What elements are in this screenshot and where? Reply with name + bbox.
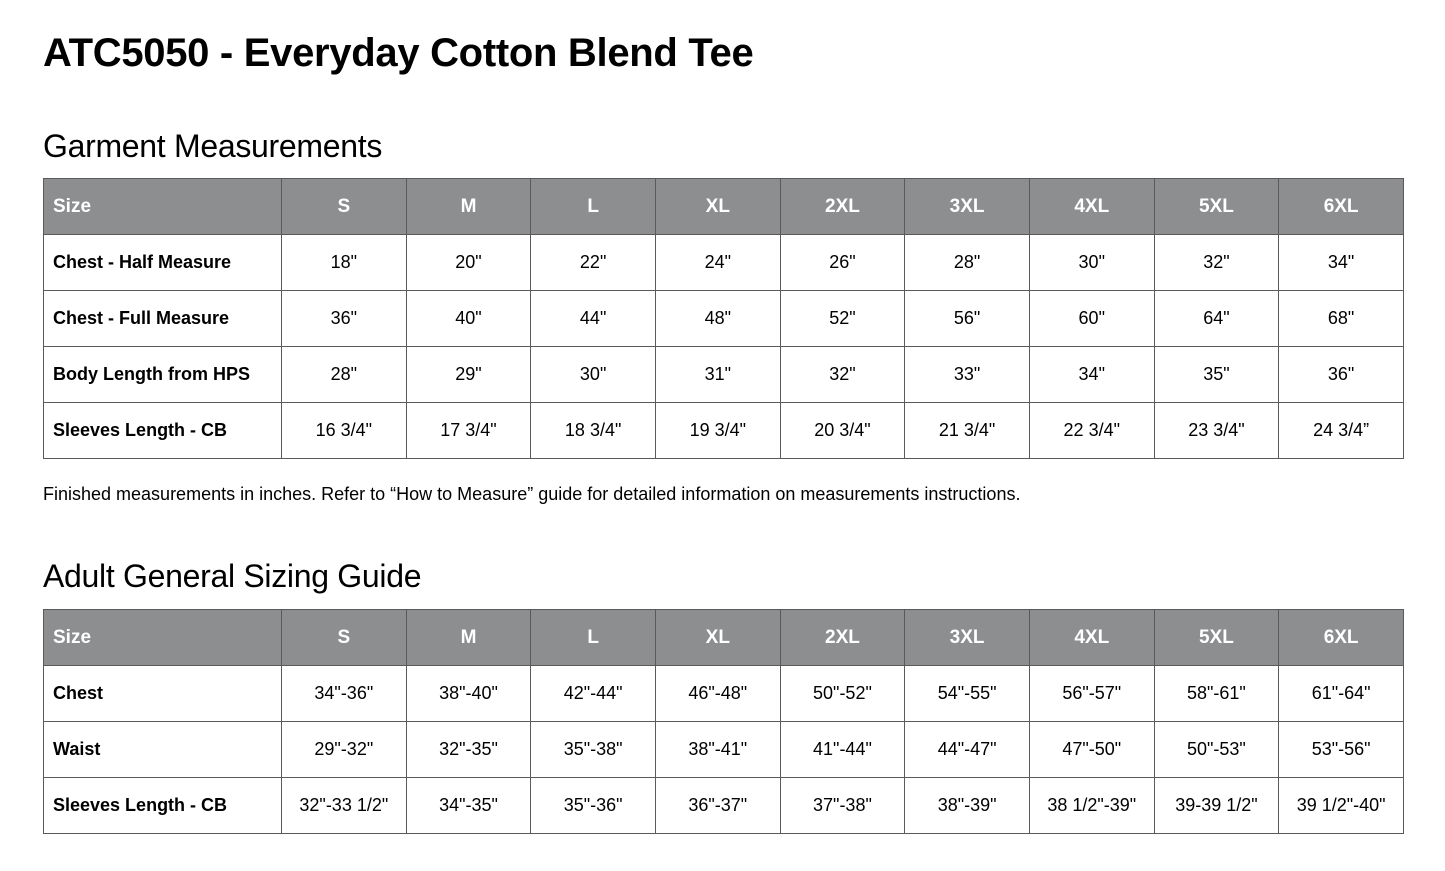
table-cell: 40" [406, 291, 531, 347]
size-header-3xl: 3XL [905, 610, 1030, 666]
table-cell: 39 1/2"-40" [1279, 778, 1404, 834]
size-header-xl: XL [655, 610, 780, 666]
size-header: Size [44, 610, 282, 666]
table-cell: 41"-44" [780, 722, 905, 778]
size-header-s: S [282, 179, 407, 235]
size-header-l: L [531, 179, 656, 235]
size-header-6xl: 6XL [1279, 610, 1404, 666]
table-cell: 38"-40" [406, 666, 531, 722]
table-cell: 34"-35" [406, 778, 531, 834]
sizing-guide-heading: Adult General Sizing Guide [43, 558, 422, 594]
table-cell: 34" [1279, 235, 1404, 291]
table-cell: 35"-38" [531, 722, 656, 778]
table-cell: 39-39 1/2" [1154, 778, 1279, 834]
table-cell: 50"-52" [780, 666, 905, 722]
table-header-row [44, 610, 1404, 666]
size-header-xl: XL [655, 179, 780, 235]
table-cell: 30" [531, 347, 656, 403]
table-cell: 61"-64" [1279, 666, 1404, 722]
size-header-6xl: 6XL [1279, 179, 1404, 235]
table-cell: 29" [406, 347, 531, 403]
size-header-m: M [406, 610, 531, 666]
table-cell: 54"-55" [905, 666, 1030, 722]
table-cell: 52" [780, 291, 905, 347]
table-cell: 38"-39" [905, 778, 1030, 834]
size-header-5xl: 5XL [1154, 179, 1279, 235]
row-label: Chest - Half Measure [44, 235, 282, 291]
size-header-m: M [406, 179, 531, 235]
table-cell: 32"-33 1/2" [282, 778, 407, 834]
table-cell: 17 3/4" [406, 403, 531, 459]
table-cell: 64" [1154, 291, 1279, 347]
size-header-l: L [531, 610, 656, 666]
table-row [44, 235, 1404, 291]
table-cell: 50"-53" [1154, 722, 1279, 778]
table-cell: 18 3/4" [531, 403, 656, 459]
table-cell: 29"-32" [282, 722, 407, 778]
table-cell: 16 3/4" [282, 403, 407, 459]
table-cell: 58"-61" [1154, 666, 1279, 722]
table-row [44, 347, 1404, 403]
row-label: Sleeves Length - CB [44, 778, 282, 834]
table-cell: 46"-48" [655, 666, 780, 722]
table-row [44, 666, 1404, 722]
table-cell: 53"-56" [1279, 722, 1404, 778]
row-label: Waist [44, 722, 282, 778]
table-cell: 42"-44" [531, 666, 656, 722]
table-cell: 28" [905, 235, 1030, 291]
measurements-note: Finished measurements in inches. Refer to “How to Measure” guide for detailed information on measurements instructions. [43, 484, 1021, 504]
table-cell: 31" [655, 347, 780, 403]
size-header-s: S [282, 610, 407, 666]
table-cell: 48" [655, 291, 780, 347]
size-header-4xl: 4XL [1029, 179, 1154, 235]
row-label: Body Length from HPS [44, 347, 282, 403]
table-cell: 36" [282, 291, 407, 347]
sizing-guide-table [43, 609, 1404, 834]
size-header-4xl: 4XL [1029, 610, 1154, 666]
table-cell: 19 3/4" [655, 403, 780, 459]
table-cell: 47"-50" [1029, 722, 1154, 778]
table-cell: 56"-57" [1029, 666, 1154, 722]
table-cell: 21 3/4" [905, 403, 1030, 459]
table-cell: 36"-37" [655, 778, 780, 834]
table-cell: 22 3/4" [1029, 403, 1154, 459]
size-header: Size [44, 179, 282, 235]
table-cell: 22" [531, 235, 656, 291]
row-label: Sleeves Length - CB [44, 403, 282, 459]
table-row [44, 778, 1404, 834]
table-cell: 24" [655, 235, 780, 291]
table-cell: 18" [282, 235, 407, 291]
table-cell: 20 3/4" [780, 403, 905, 459]
row-label: Chest - Full Measure [44, 291, 282, 347]
size-header-3xl: 3XL [905, 179, 1030, 235]
page-title: ATC5050 - Everyday Cotton Blend Tee [43, 31, 754, 75]
table-cell: 32"-35" [406, 722, 531, 778]
table-row [44, 291, 1404, 347]
table-cell: 44" [531, 291, 656, 347]
table-row [44, 403, 1404, 459]
table-cell: 32" [1154, 235, 1279, 291]
garment-measurements-heading: Garment Measurements [43, 128, 383, 164]
garment-measurements-table [43, 178, 1404, 459]
table-cell: 34" [1029, 347, 1154, 403]
table-cell: 34"-36" [282, 666, 407, 722]
table-cell: 28" [282, 347, 407, 403]
row-label: Chest [44, 666, 282, 722]
table-cell: 37"-38" [780, 778, 905, 834]
size-header-2xl: 2XL [780, 610, 905, 666]
table-cell: 35"-36" [531, 778, 656, 834]
size-header-5xl: 5XL [1154, 610, 1279, 666]
table-cell: 38"-41" [655, 722, 780, 778]
table-cell: 24 3/4” [1279, 403, 1404, 459]
table-cell: 32" [780, 347, 905, 403]
table-cell: 23 3/4" [1154, 403, 1279, 459]
table-cell: 20" [406, 235, 531, 291]
table-cell: 35" [1154, 347, 1279, 403]
table-cell: 56" [905, 291, 1030, 347]
table-cell: 68" [1279, 291, 1404, 347]
table-cell: 38 1/2"-39" [1029, 778, 1154, 834]
table-cell: 44"-47" [905, 722, 1030, 778]
table-header-row [44, 179, 1404, 235]
table-cell: 60" [1029, 291, 1154, 347]
table-cell: 30" [1029, 235, 1154, 291]
table-cell: 33" [905, 347, 1030, 403]
table-row [44, 722, 1404, 778]
table-cell: 26" [780, 235, 905, 291]
size-header-2xl: 2XL [780, 179, 905, 235]
table-cell: 36" [1279, 347, 1404, 403]
